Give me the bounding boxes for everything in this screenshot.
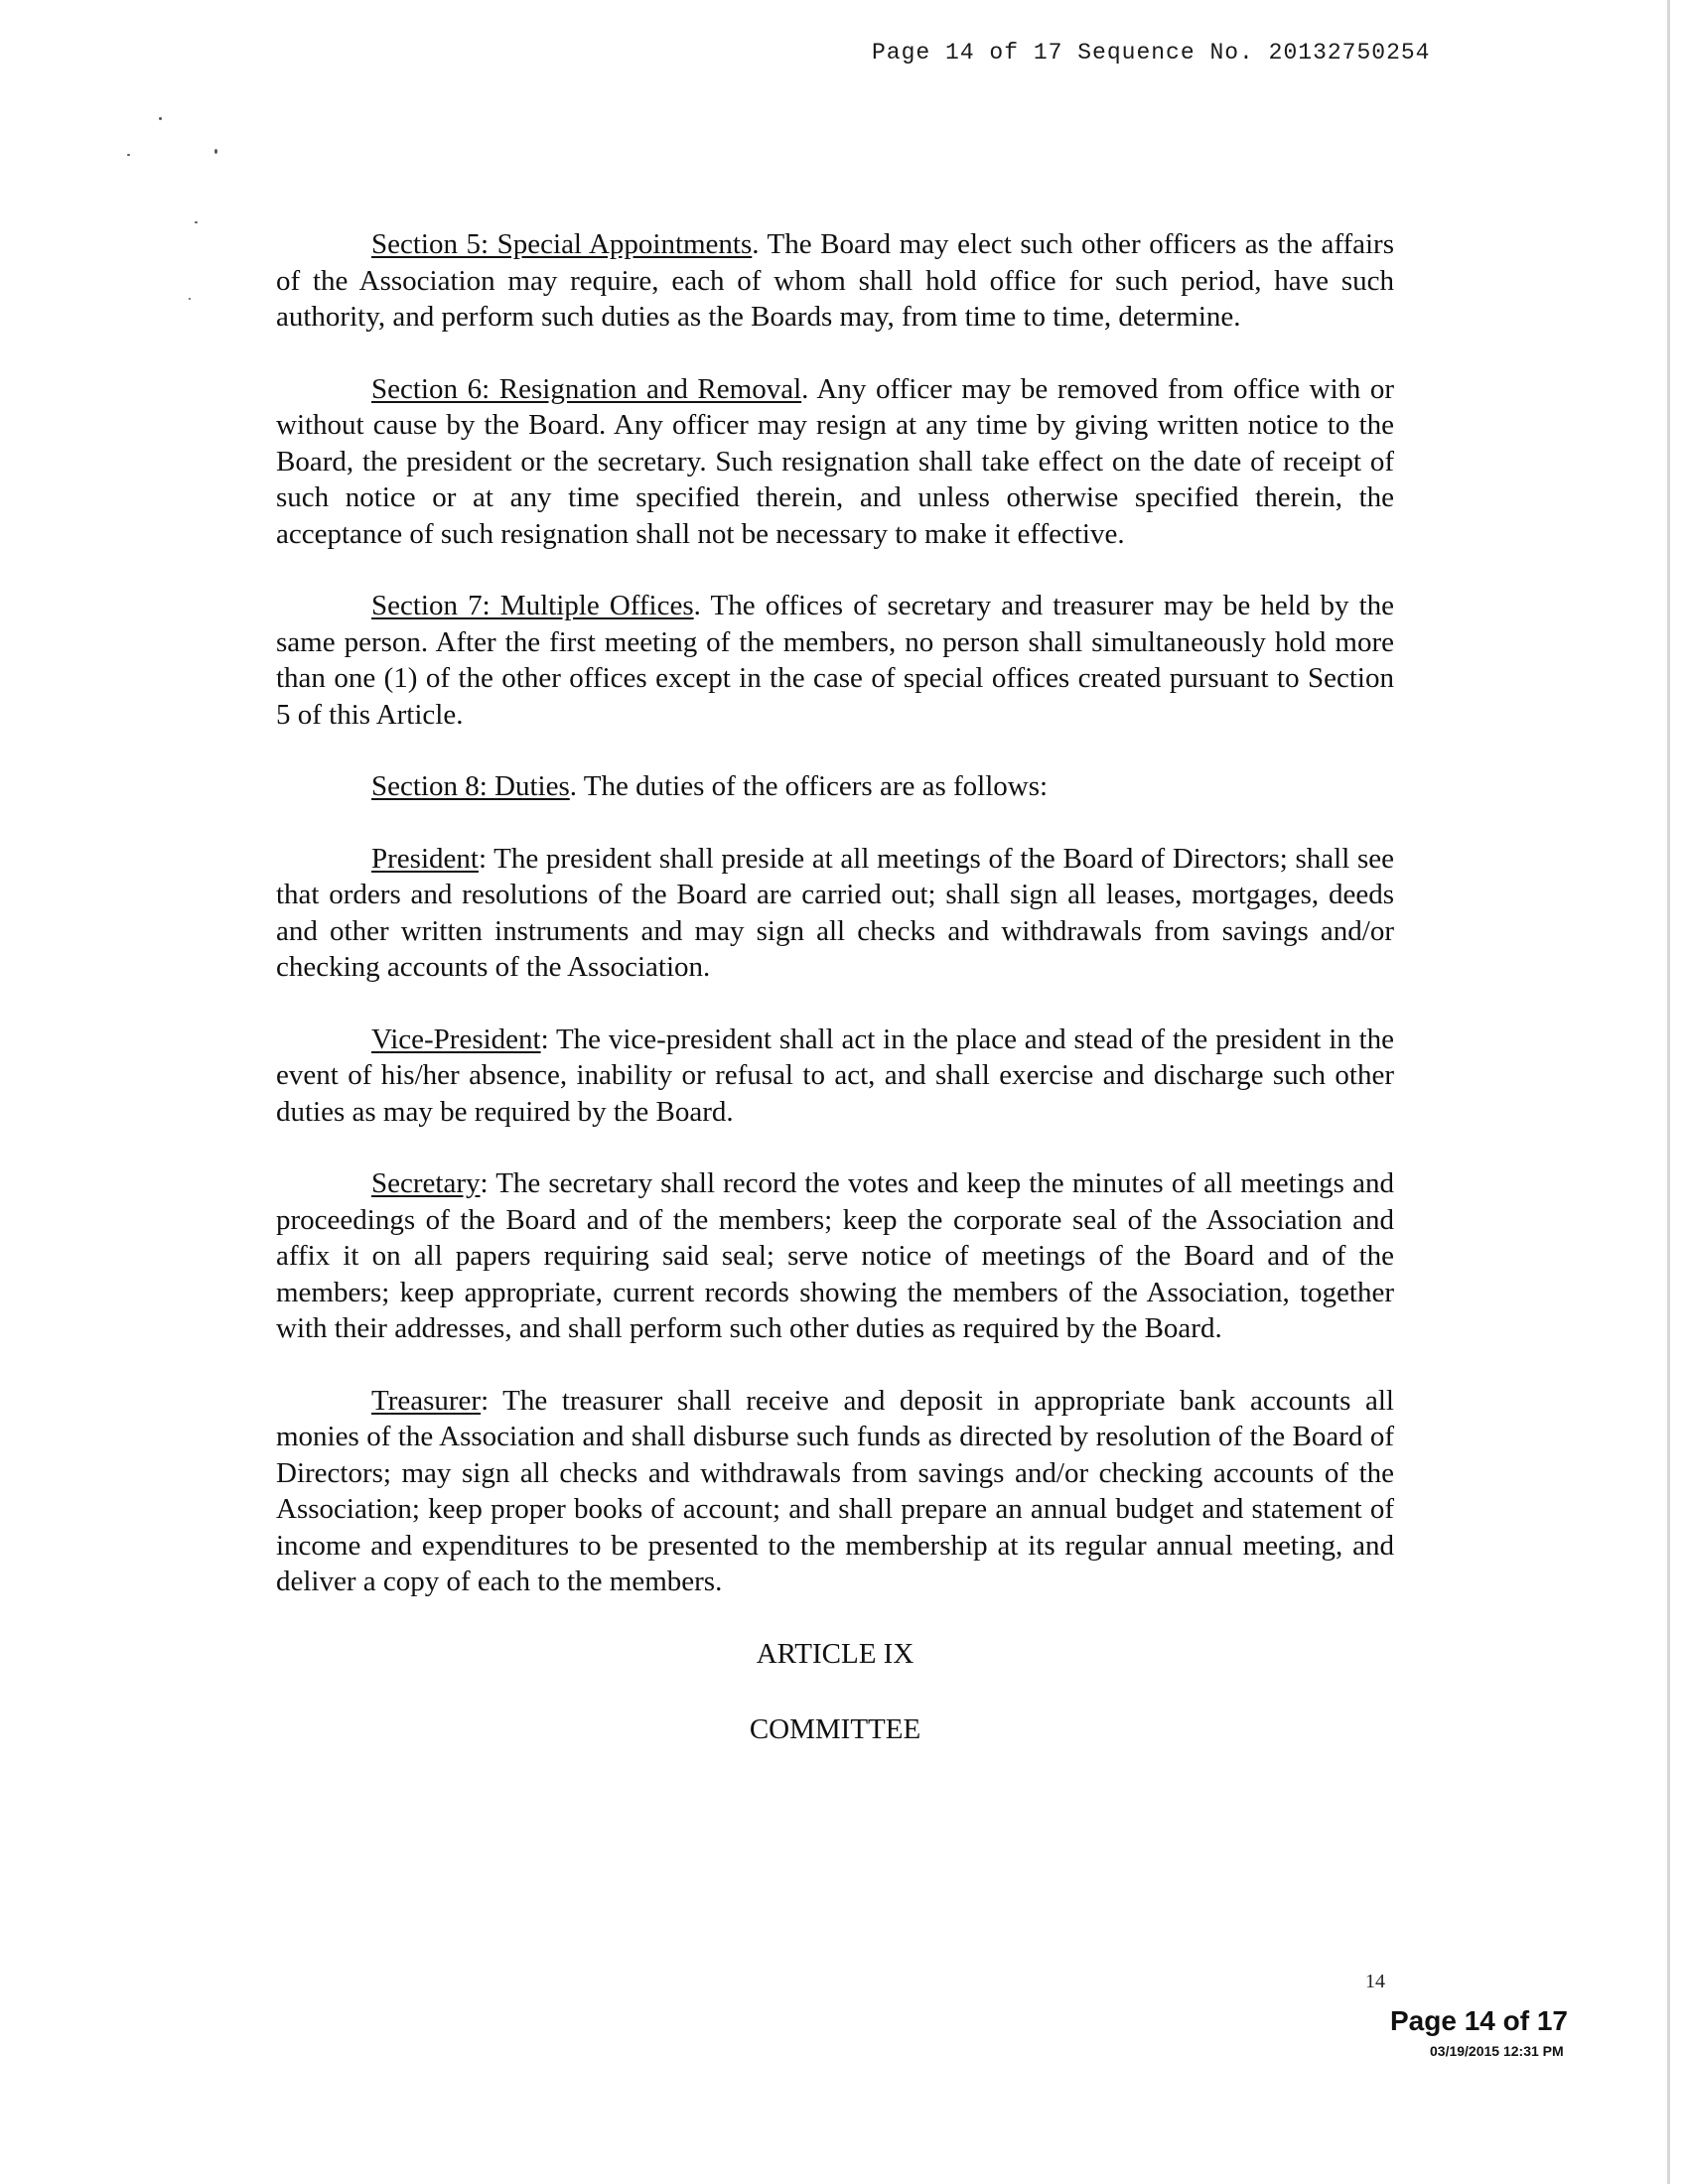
scan-speck — [189, 298, 191, 300]
duty-text: : The treasurer shall receive and deposit in appropriate bank accounts all monies of the Association and shall disburse such funds as directed by resolution of the Board of Directors; may sign all checks and withdrawals from savings and/or checking accounts of the Association; keep proper books of account; and shall prepare an annual budget and statement of income and expenditures to be presented to the membership at its regular annual meeting, and deliver a copy of each to the members. — [276, 1384, 1394, 1597]
section-heading: Section 8: Duties — [371, 770, 570, 802]
scan-speck — [127, 154, 130, 156]
duty-heading: Secretary — [371, 1167, 481, 1199]
page-number: 14 — [1365, 1971, 1385, 1992]
duty-president — [276, 841, 1394, 986]
duty-text: : The secretary shall record the votes and keep the minutes of all meetings and proceedings of the Board and of the members; keep the corporate seal of the Association and affix it on all papers requiring said seal; serve notice of meetings of the Board and of the members; keep appropriate, current records showing the members of the Association, together with their addresses, and shall perform such other duties as required by the Board. — [276, 1167, 1394, 1344]
section-heading: Section 7: Multiple Offices — [371, 590, 694, 621]
section-text: . The duties of the officers are as follows: — [569, 770, 1049, 802]
duty-vice-president — [276, 1022, 1394, 1131]
scan-edge — [1667, 0, 1670, 2184]
scan-speck — [214, 149, 217, 154]
duty-heading: Treasurer — [371, 1384, 482, 1417]
scan-speck — [195, 221, 198, 223]
duty-treasurer — [276, 1383, 1394, 1600]
duty-heading: President — [371, 842, 479, 875]
scan-speck — [159, 117, 162, 120]
section-text: . The Board may elect such other officers as the affairs of the Association may require, each of whom shall hold office for such period, have such authority, and perform such duties as the Boards may, from time to time, determine. — [276, 228, 1394, 333]
section-heading: Section 6: Resignation and Removal — [371, 372, 802, 405]
section-text: . The offices of secretary and treasurer may be held by the same person. After the first meeting of the members, no person shall simultaneously hold more than one (1) of the other offices except in the case of special offices created pursuant to Section 5 of this Article. — [276, 590, 1395, 731]
footer-page-label: Page 14 of 17 — [1390, 2005, 1568, 2036]
duty-heading: Vice-President — [371, 1023, 541, 1055]
section-8 — [276, 768, 1394, 805]
footer-timestamp: 03/19/2015 12:31 PM — [1430, 2043, 1564, 2059]
section-heading: Section 5: Special Appointments — [371, 228, 753, 260]
document-body — [276, 226, 1394, 1747]
section-text: . Any officer may be removed from office with or without cause by the Board. Any officer may resign at any time by giving written notice to the Board, the president or the secretary. Such resignation shall take effect on the date of receipt of such notice or at any time specified therein, and unless otherwise specified therein, the acceptance of such resignation shall not be necessary to make it effective. — [276, 372, 1394, 550]
section-7 — [276, 588, 1394, 733]
article-title: COMMITTEE — [749, 1712, 921, 1745]
sequence-stamp: Page 14 of 17 Sequence No. 20132750254 — [872, 40, 1431, 66]
duty-text: : The president shall preside at all meetings of the Board of Directors; shall see that orders and resolutions of the Board are carried out; shall sign all leases, mortgages, deeds and other written instruments and may sign all checks and withdrawals from savings and/or checking accounts of the Association. — [276, 842, 1394, 983]
duty-text: : The vice-president shall act in the place and stead of the president in the event of his/her absence, inability or refusal to act, and shall exercise and discharge such other duties as may be required by the Board. — [276, 1023, 1394, 1128]
section-6 — [276, 371, 1394, 553]
duty-secretary — [276, 1165, 1394, 1347]
section-5 — [276, 226, 1394, 336]
article-number: ARTICLE IX — [756, 1637, 914, 1670]
